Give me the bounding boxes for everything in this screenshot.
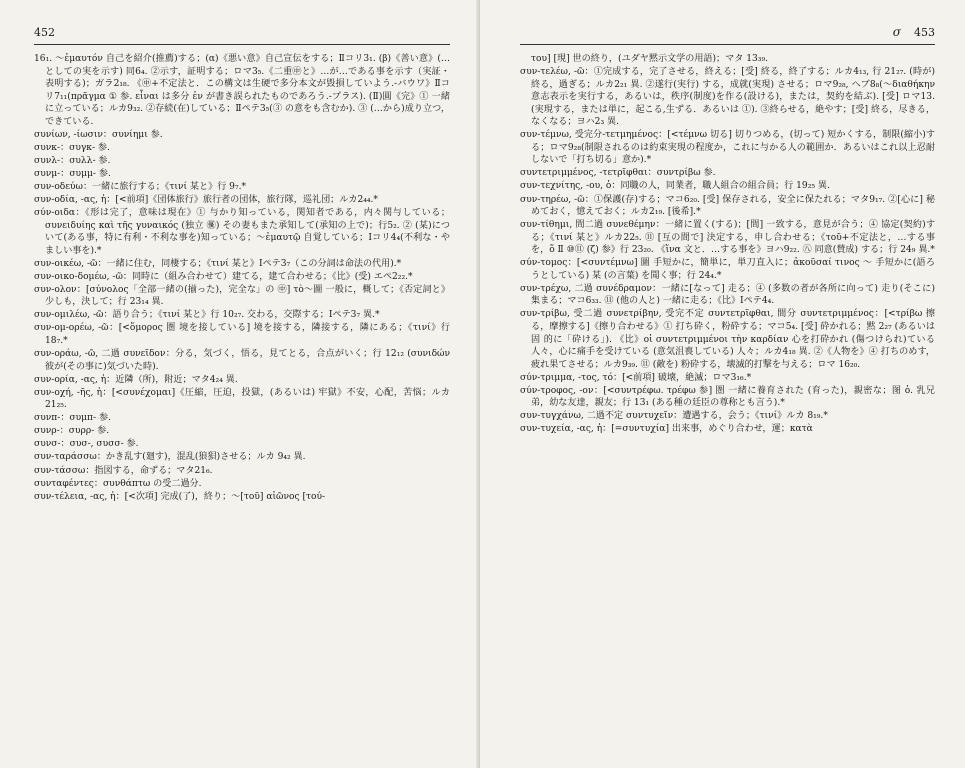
dictionary-entry: συν-τρέχω, 二過 συνέδραμον：一緒に[なって] 走る；④ (多数の者が各所に向って) 走り(そこに) 集まる；マコ6₃₃. ⑪ (他の人と) 一緒に走る；《比》Ⅰペテ4₄. bbox=[520, 283, 935, 307]
dictionary-entry: συν-οράω, -ῶ, 二過 συνεῖδον：分る，気づく，悟る，見てとる，合点がいく；行 12₁₂ (συνιδών 彼が(その事に)気づいた時). bbox=[34, 349, 450, 372]
right-entries bbox=[520, 53, 935, 436]
dictionary-entry: συν-τηρέω, -ῶ：①保護(存)する；マコ6₂₀. [受] 保存される，安全に保たれる；マタ9₁₇. ②[心に] 秘めておく，憶えておく；ルカ2₁₉. [後希].* bbox=[520, 194, 935, 218]
dictionary-entry: συνταφέντες：συνθάπτω の受二過分. bbox=[34, 478, 202, 489]
dictionary-entry: συν-οικέω, -ῶ：一緒に住む，同棲する；《τινί 某と》Ⅰペテ3₇（この分詞は命法の代用).* bbox=[34, 258, 402, 269]
left-entries bbox=[34, 53, 450, 503]
dictionary-entry: συν-τελέω, -ῶ：①完成する，完了させる，終える；[受] 終る，終了する；ルカ4₁₃, 行 21₂₇. (時が) 終る，過ぎる；ルカ2₂₁ 異. ②遂行(実行) する，成就(実現) させる；ロマ9₂₈, ヘブ8₈(〜διαθήκην 意志表示を実行する，あるいは，秩序(制度)を作る(設ける)，または，契約を結ぶ). [受] ロマ13. (実現する，または単に，起こる,生ずる．あるいは ①). ③終らせる，絶やす；[受] 終る，尽きる，なくなる；ヨハ2₃ 異. bbox=[520, 67, 935, 128]
page-number: 453 bbox=[914, 26, 935, 39]
dictionary-entry: συν-ομιλέω, -ῶ：語り合う；《τινί 某と》行 10₂₇. 交わる，交際する；Ⅰペテ3₇ 異.* bbox=[34, 310, 380, 321]
dictionary-entry: συν-οδία, -ας, ἡ：[<前項]《団体旅行》旅行者の団体，旅行隊，巡礼団；ルカ2₄₄.* bbox=[34, 195, 378, 206]
dictionary-entry: συν-τίθημι, 間二過 συνεθέμην：一緒に置く(する)；[間] 一致する，意見が合う；④ 協定(契約)する；《τινί 某と》ルカ22₅. ⑪ [互の間で] 決定する，申し合わせる；《τοῦ+不定法と，…する事を，ὅ Ⅱ ⑩⑪ (ζ) 参》行 23₂₀. 《ἵνα 文と．…する事を》ヨハ9₂₂. ㊇ 同意(賛成) する；行 24₉ 異.* bbox=[520, 220, 935, 256]
right-page-header bbox=[520, 26, 935, 42]
header-rule bbox=[520, 44, 935, 45]
dictionary-entry: συν-τυγχάνω, 二過不定 συντυχεῖν：遭遇する，会う；《τινί》ルカ 8₁₉.* bbox=[520, 411, 828, 422]
dictionary-entry: συνπ-：συμπ- 参. bbox=[34, 413, 111, 424]
dictionary-entry: σύν-τομος：[<συντέμνω] 圖 手短かに，簡単に，単刀直入に；ἀκοῦσαί τινος 〜 手短かに(語ろうとしている) 某 (の言葉) を聞く事；行 24₄.* bbox=[520, 258, 935, 281]
dictionary-entry: συν-τέμνω, 受完分-τετμημένος：[<τέμνω 切る] 切りつめる，(切って) 短かくする，制限(縮小)する；ロマ9₂₈(制限されるのは約束実現の程度か，これに与かる人の範囲か．あるいはこれ以上忍耐しないで「打ち切る」意か).* bbox=[520, 130, 935, 166]
dictionary-entry: συν-οχή, -ῆς, ἡ：[<συνέχομαι]《圧縮，圧迫，投獄，(あるいは) 牢獄》不安，心配，苦悩；ルカ21₂₅. bbox=[34, 387, 450, 411]
dictionary-entry: συν-τεχνίτης, -ου, ὁ：同職の人，同業者，職人組合の組合員；行 19₂₅ 異. bbox=[520, 181, 830, 192]
dictionary-entry: συν-τρίβω, 受二過 συνετρίβην, 受完不定 συντετρῖφθαι, 間分 συντετριμμένος：[<τρίβω 擦る，摩擦する]《擦り合わせる》① 打ち砕く，粉砕する；マコ5₄. [受] 砕かれる；黙 2₂₇ (あるいは 固 的に「砕ける」). 《比》οἱ συντετριμμένοι τὴν καρδίαν 心を打砕かれ (傷つけられ)ている人々，心に痛手を受けている (意気沮喪している) 人々；ルカ4₁₈ 異. ②《人物を》④ 打ちのめす，疲れ果てさせる；ルカ9₃₉. ⑪ (敵を) 粉砕する，壊滅的打撃を与える；ロマ 16₂₀. bbox=[520, 309, 935, 370]
right-page bbox=[480, 0, 965, 768]
dictionary-entry: συνρ-：συρρ- 参. bbox=[34, 426, 110, 437]
dictionary-entry: συνίων, -ίωσιν：συνίημι 参. bbox=[34, 129, 163, 140]
dictionary-entry: συν-οικο-δομέω, -ῶ：同時に（組み合わせて）建てる，建て合わせる；《比》(受) エペ2₂₂.* bbox=[34, 271, 413, 282]
dictionary-entry: συν-τάσσω：指図する，命ずる；マタ21₆. bbox=[34, 465, 213, 476]
dictionary-entry: του] [現] 世の終り，(ユダヤ黙示文学の用語)；マタ 13₃₉. bbox=[531, 54, 768, 64]
dictionary-entry: σύν-οιδα：《形は完了，意味は現在》① 与かり知っている，関知者である，内々関与している；συνειδυίης καὶ τῆς γυναικός (独立 ㊝) その妻もまた承知して(承知の上で)；行5₂. ② (某)について(ある事，特に有利・不利な事を)知っている；〜ἐμαυτῷ 自覚している；Ⅰコリ4₄(不利な・やましい事を).* bbox=[34, 208, 450, 256]
running-head-letter: σ bbox=[892, 25, 901, 39]
left-page-header bbox=[34, 26, 450, 42]
dictionary-entry: συν-ταράσσω：かき乱す(廻す)，混乱(狼狽)させる；ルカ 9₄₂ 異. bbox=[34, 452, 306, 463]
page-number: 452 bbox=[34, 26, 55, 39]
dictionary-entry: συν-ολον：[σύνολος「全部一緒の(揃った)，完全な」の ㊥] τὸ〜圖 一般に，概して；《否定詞と》少しも，決して；行 23₁₄ 異. bbox=[34, 284, 450, 308]
dictionary-entry: 16₁. 〜ἐμαυτόν 自己を紹介(推薦)する；(α)《悪い意》自己宣伝をする；Ⅱコリ3₁. (β)《善い意》(…としての実を示す) 同6₄. ②示す，証明する；ロマ3₅.《二重㊥と》…が…である事を示す（実証・表明する)；ガラ2₁₈. 《㊥+不定法と．この構文は生硬で多分本文が毀損していよう.-バウワ》Ⅱコリ7₁₁(πρᾶγμα ① 参. εἶναι は多分 ἐν が書き誤られたものであろう.-プラス). (Ⅱ)圓《完》① 一緒に立っている；ルカ9₃₂. ②存続(在)している；Ⅱペテ3₅(③ の意をも含むか). ③ (…から)成り立つ，できている. bbox=[34, 54, 450, 127]
dictionary-entry: συν-ορία, -ας, ἡ：近隣（所)，附近；マタ4₂₄ 異. bbox=[34, 374, 238, 385]
dictionary-entry: συν-τέλεια, -ας, ἡ：[<次項] 完成(了)，終り；〜[τοῦ] αἰῶνος [τού- bbox=[34, 491, 326, 502]
dictionary-entry: σύν-τριμμα, -τος, τό：[<前項] 破壊，絶滅；ロマ3₁₆.* bbox=[520, 372, 752, 383]
dictionary-entry: συνμ-：συμμ- 参. bbox=[34, 168, 111, 179]
dictionary-entry: συνσ-：συσ-, συσσ- 参. bbox=[34, 439, 139, 450]
dictionary-entry: συν-οδεύω：一緒に旅行する；《τινί 某と》行 9₇.* bbox=[34, 181, 247, 192]
header-rule bbox=[34, 44, 450, 45]
left-page bbox=[0, 0, 480, 768]
dictionary-entry: συντετριμμένος, -τετρῖφθαι：συντρίβω 参. bbox=[520, 168, 716, 179]
dictionary-entry: συνλ-：συλλ- 参. bbox=[34, 155, 111, 166]
dictionary-entry: συνκ-：συγκ- 参. bbox=[34, 142, 110, 153]
dictionary-entry: σύν-τροφος, -ον：[<συντρέφω. τρέφω 参] 圏 一緒に養育された (育った)，親密な；图 ὁ. 乳兄弟，幼な友達，親友；行 13₁ (ある種の廷臣の尊称とも言う).* bbox=[520, 385, 935, 409]
dictionary-entry: συν-τυχεία, -ας, ἡ：[=συντυχία] 出来事，めぐり合わせ，運；κατὰ bbox=[520, 424, 813, 435]
dictionary-entry: συν-ομ-ορέω, -ῶ：[<ὅμορος 圏 境を接している] 境を接する，隣接する，隣にある；《τινί》行 18₇.* bbox=[34, 323, 450, 347]
